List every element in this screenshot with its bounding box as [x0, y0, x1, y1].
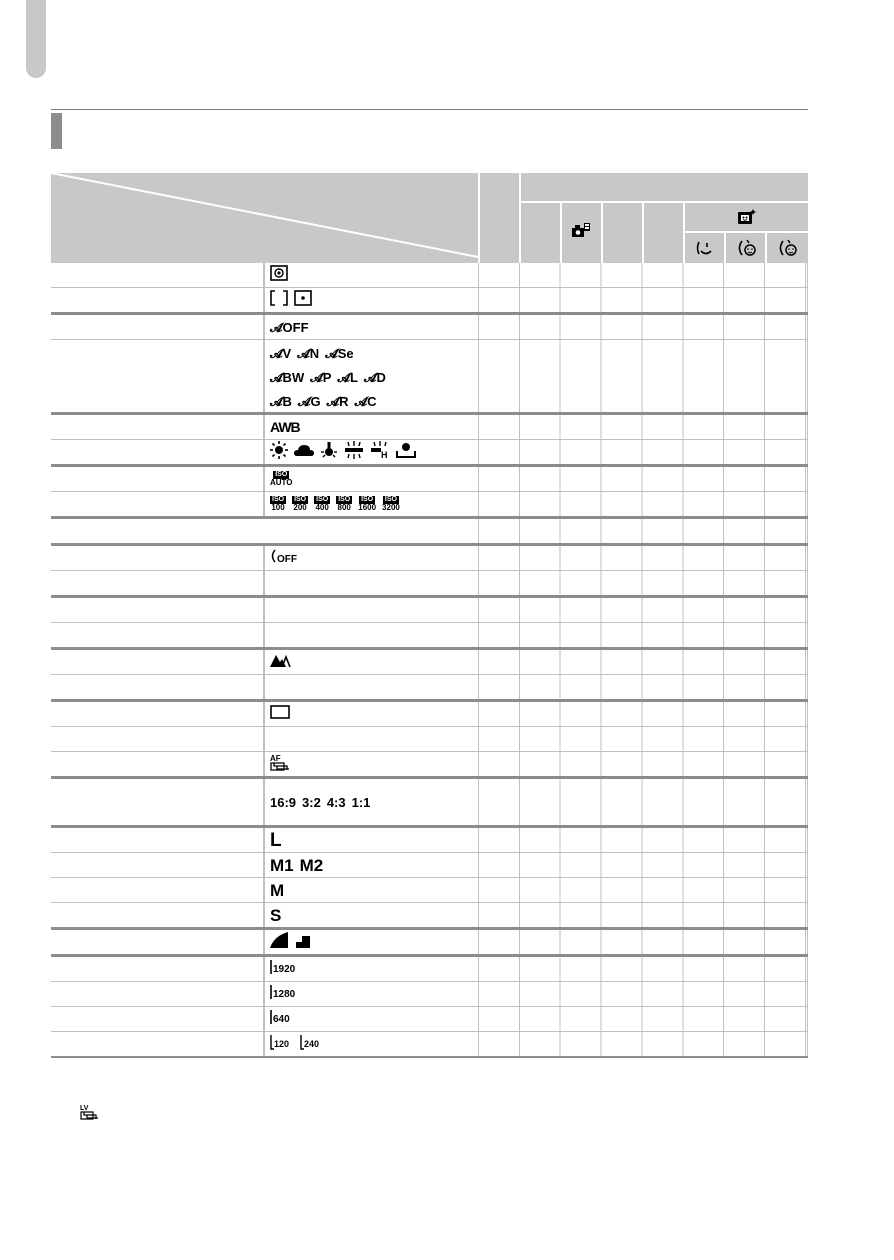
- fine-icon: [294, 932, 312, 953]
- drive-af-continuous: [270, 752, 290, 776]
- table-row: [51, 982, 808, 1007]
- my-colors-lighter-icon: 𝓐L: [337, 369, 358, 385]
- group-setting-7: [51, 598, 808, 650]
- my-colors-red-icon: 𝓐R: [326, 393, 349, 409]
- evaluative-metering-icon: [270, 265, 288, 286]
- svg-text:640: 640: [273, 1013, 290, 1025]
- tungsten-icon: [320, 441, 338, 464]
- aspect-ratio-icons: [270, 779, 370, 825]
- svg-text:AF: AF: [270, 753, 281, 763]
- aspect-16-9-icon: 16:9: [270, 794, 297, 810]
- table-row: [51, 571, 808, 595]
- my-colors-options: [270, 344, 386, 410]
- face-timer-icon: [771, 235, 804, 261]
- table-row: [51, 623, 808, 647]
- iso-100-icon: ISO 100: [271, 496, 285, 512]
- table-row: [51, 546, 808, 571]
- my-colors-green-icon: 𝓐G: [297, 393, 321, 409]
- table-row: [51, 315, 808, 340]
- iso-1600-icon: ISO 1600: [358, 496, 377, 512]
- aspect-1-1-icon: 1:1: [351, 794, 371, 810]
- table-row: [51, 903, 808, 927]
- cloudy-icon: [294, 442, 314, 463]
- header-divider: [765, 233, 767, 263]
- table-header: [51, 173, 808, 263]
- function-table: [51, 263, 808, 1058]
- table-row: [51, 440, 808, 464]
- superfine-icon: [270, 932, 288, 953]
- my-colors-bw-icon: 𝓐BW: [270, 369, 305, 385]
- svg-text:OFF: OFF: [277, 553, 297, 565]
- size-m2-icon: M2: [299, 855, 324, 875]
- resolution-medium: [270, 878, 284, 902]
- group-self-timer: [51, 546, 808, 598]
- table-row: [51, 263, 808, 288]
- custom-wb-icon: [396, 442, 416, 463]
- table-row: [51, 415, 808, 440]
- table-row: [51, 340, 808, 412]
- svg-text:240: 240: [304, 1038, 320, 1049]
- header-divider: [642, 203, 644, 263]
- group-white-balance: [51, 415, 808, 467]
- iso-auto: [270, 467, 293, 491]
- table-row: [51, 828, 808, 853]
- group-resolution: [51, 828, 808, 930]
- table-row: [51, 702, 808, 727]
- group-metering: [51, 263, 808, 315]
- header-divider: [683, 203, 685, 263]
- svg-text:120: 120: [274, 1038, 290, 1049]
- page-tab: [26, 0, 46, 78]
- iso-3200-icon: ISO 3200: [382, 496, 400, 512]
- video-1280: [270, 982, 294, 1006]
- scene-camera-icon: [570, 221, 592, 239]
- self-timer-off-icon: [270, 548, 297, 569]
- table-row: [51, 1007, 808, 1032]
- video-1920-icon: [270, 959, 294, 980]
- size-m1-icon: M1: [270, 855, 294, 875]
- my-colors-off: [270, 315, 309, 339]
- header-divider: [724, 233, 726, 263]
- table-row: [51, 492, 808, 516]
- table-row: [51, 779, 808, 825]
- table-row: [51, 957, 808, 982]
- iso-800-icon: ISO 800: [337, 496, 351, 512]
- my-colors-sepia-icon: 𝓐Se: [325, 345, 354, 361]
- smile-icon: [689, 235, 722, 261]
- group-compression: [51, 930, 808, 957]
- size-m-icon: M: [270, 880, 285, 900]
- af-continuous-icon: [270, 753, 290, 776]
- table-row: [51, 650, 808, 675]
- focus-icons: [270, 650, 290, 674]
- table-row: [51, 675, 808, 699]
- drive-single: [270, 702, 290, 726]
- my-colors-neutral-icon: 𝓐N: [297, 345, 320, 361]
- fluorescent-icon: [344, 441, 364, 464]
- group-drive-mode: [51, 702, 808, 779]
- center-weighted-icon: [270, 290, 288, 311]
- my-colors-positive-icon: 𝓐P: [310, 369, 332, 385]
- table-row: [51, 467, 808, 492]
- iso-400-icon: ISO 400: [315, 496, 329, 512]
- video-1920: [270, 957, 294, 981]
- awb-icon: AWB: [270, 419, 300, 435]
- video-1280-icon: [270, 984, 294, 1005]
- video-low-res: [270, 1032, 324, 1056]
- table-row: [51, 1032, 808, 1056]
- group-aspect-ratio: [51, 779, 808, 828]
- group-focus-range: [51, 650, 808, 702]
- iso-200-icon: ISO 200: [293, 496, 307, 512]
- resolution-small: [270, 903, 281, 927]
- group-iso: [51, 467, 808, 519]
- video-640: [270, 1007, 294, 1031]
- header-divider: [478, 173, 480, 263]
- group-video-quality: [51, 957, 808, 1058]
- video-640-icon: [270, 1009, 294, 1030]
- resolution-large: [270, 828, 282, 852]
- table-row: [51, 288, 808, 312]
- metering-icons: [270, 263, 288, 287]
- my-colors-darker-icon: 𝓐D: [363, 369, 386, 385]
- table-row: [51, 598, 808, 623]
- iso-values: [270, 492, 400, 516]
- header-divider: [519, 173, 521, 263]
- wb-presets: [270, 440, 416, 464]
- table-row: [51, 878, 808, 903]
- smart-shutter-icon: [731, 206, 763, 228]
- table-row: [51, 853, 808, 878]
- section-bar: [51, 113, 62, 149]
- svg-text:1920: 1920: [273, 963, 296, 975]
- metering-icons: [270, 288, 312, 312]
- svg-text:LV: LV: [80, 1105, 89, 1112]
- group-my-colors: [51, 315, 808, 415]
- table-row: [51, 752, 808, 776]
- video-240-icon: [300, 1034, 324, 1055]
- my-colors-icon: 𝓐OFF: [270, 319, 309, 335]
- top-rule: [51, 109, 808, 110]
- size-l-icon: L: [270, 829, 282, 851]
- my-colors-vivid-icon: 𝓐V: [270, 345, 292, 361]
- wink-timer-icon: [730, 235, 763, 261]
- header-divider: [521, 201, 808, 203]
- iso-auto-icon: ISO AUTO: [270, 471, 293, 487]
- compression-icons: [270, 930, 312, 954]
- single-shot-icon: [270, 705, 290, 724]
- svg-text:H: H: [381, 449, 388, 460]
- header-diagonal: [51, 173, 478, 263]
- table-row: [51, 930, 808, 954]
- lv-continuous-icon: [80, 1103, 104, 1124]
- header-divider: [685, 231, 808, 233]
- group-single-setting: [51, 519, 808, 546]
- resolution-m1-m2: [270, 853, 323, 877]
- aspect-3-2-icon: 3:2: [302, 794, 321, 810]
- my-colors-blue-icon: 𝓐B: [270, 393, 292, 409]
- daylight-icon: [270, 441, 288, 464]
- infinity-mountain-icon: [270, 653, 290, 672]
- table-row: [51, 727, 808, 752]
- spot-metering-icon: [294, 290, 312, 311]
- my-colors-custom-icon: 𝓐C: [354, 393, 377, 409]
- table-row: [51, 519, 808, 543]
- header-divider: [601, 203, 603, 263]
- fluorescent-h-icon: [370, 441, 390, 464]
- aspect-4-3-icon: 4:3: [326, 794, 346, 810]
- video-120-icon: [270, 1034, 294, 1055]
- svg-text:1280: 1280: [273, 988, 296, 1000]
- header-divider: [560, 203, 562, 263]
- wb-auto: [270, 415, 300, 439]
- size-s-icon: S: [270, 905, 282, 925]
- timer-off: [270, 546, 297, 570]
